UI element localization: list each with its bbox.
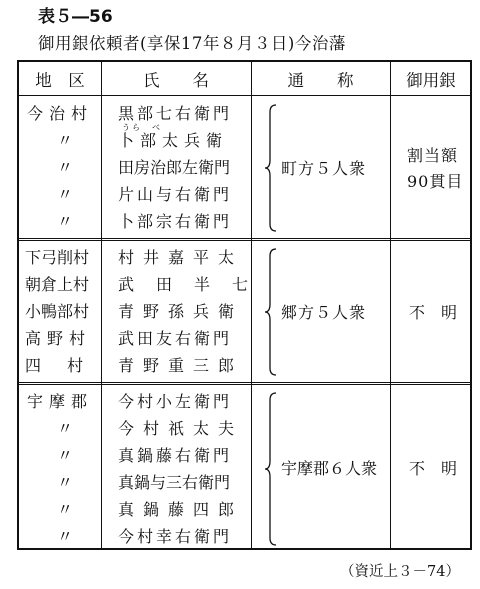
header-district: 地 区 (35, 71, 85, 90)
ruby-annotation: うら べ (122, 123, 162, 132)
district-cell: 朝倉上村 (25, 275, 90, 294)
person-name: 今村小左衛門 (118, 392, 233, 411)
district-cell: 宇摩郡 (27, 392, 94, 411)
column-divider-3 (390, 62, 391, 548)
district-cell: 下弓削村 (25, 248, 90, 267)
column-divider-2 (251, 62, 252, 548)
ditto-mark: 〃 (57, 212, 74, 231)
ditto-mark: 〃 (57, 158, 74, 177)
ditto-mark: 〃 (57, 185, 74, 204)
group-divider-2 (19, 382, 470, 385)
person-name: 黒部七右衛門 (118, 104, 233, 123)
goyogin-cell: 割当額 (407, 146, 459, 165)
brace-icon (264, 392, 278, 546)
goyogin-cell: 不 明 (409, 303, 458, 322)
person-name: 村井嘉平太 (118, 248, 244, 267)
person-name: 武田友右衛門 (118, 329, 233, 348)
brace-icon (264, 248, 278, 376)
ditto-mark: 〃 (57, 500, 74, 519)
tsusho-cell: 町方５人衆 (281, 159, 367, 178)
brace-icon (264, 104, 278, 232)
person-name: 真鍋与三右衛門 (118, 473, 231, 492)
group-divider-1 (19, 238, 470, 241)
person-name: 卜部宗右衛門 (118, 212, 233, 231)
table-title: 御用銀依頼者(享保17年８月３日)今治藩 (38, 34, 346, 53)
person-name: 武田半七 (118, 275, 271, 294)
ditto-mark: 〃 (57, 473, 74, 492)
person-name: 真鍋藤右衛門 (118, 446, 233, 465)
column-divider-1 (101, 62, 102, 548)
ditto-mark: 〃 (57, 131, 74, 150)
ditto-mark: 〃 (57, 446, 74, 465)
person-name: 今村幸右衛門 (118, 527, 233, 546)
header-name: 氏 名 (143, 71, 209, 90)
table (17, 60, 472, 550)
source-note: （資近上３－74） (340, 564, 460, 580)
district-cell: 小鴨部村 (25, 302, 90, 321)
ditto-mark: 〃 (57, 419, 74, 438)
header-goyogin: 御用銀 (406, 71, 456, 90)
table-number: 表５―56 (38, 7, 113, 27)
person-name: 片山与右衛門 (118, 185, 233, 204)
goyogin-cell: 90貫目 (407, 172, 464, 191)
person-name: 真鍋藤四郎 (118, 500, 244, 519)
person-name: 今村祇太夫 (118, 419, 244, 438)
district-cell: 四村 (25, 356, 110, 375)
tsusho-cell: 宇摩郡６人衆 (281, 459, 378, 478)
goyogin-cell: 不 明 (409, 459, 458, 478)
tsusho-cell: 郷方５人衆 (281, 303, 367, 322)
header-tsusho: 通 称 (287, 71, 354, 90)
person-name: 田房治郎左衛門 (118, 158, 231, 177)
district-cell: 今治村 (27, 104, 94, 123)
person-name: 卜部太兵衛 (118, 131, 229, 150)
ditto-mark: 〃 (57, 527, 74, 546)
district-cell: 高野村 (25, 329, 92, 348)
person-name: 青野孫兵衛 (118, 302, 244, 321)
person-name: 青野重三郎 (118, 356, 244, 375)
